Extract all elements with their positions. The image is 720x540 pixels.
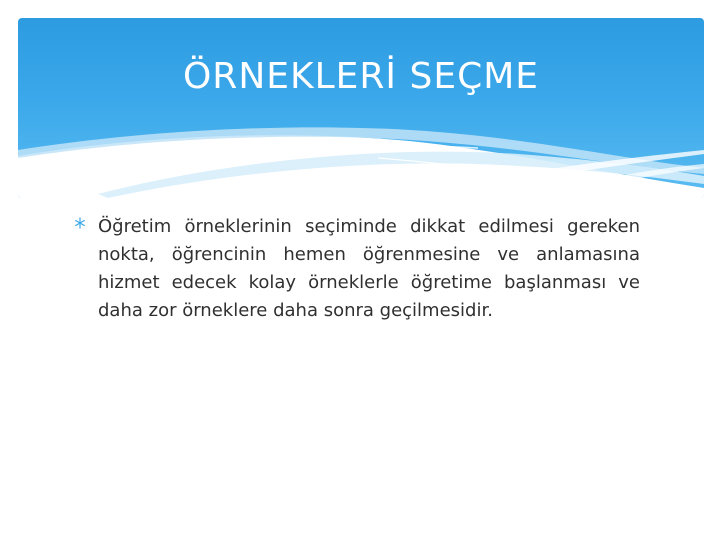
list-item: [74, 213, 640, 325]
bullet-list: [74, 213, 640, 325]
bullet-text: Öğretim örneklerinin seçiminde dikkat edilmesi gereken nokta, öğrencinin hemen öğrenmesine ve anlamasına hizmet edecek kolay örneklerle öğretime başlanması ve daha zor örneklere daha sonra geçilmesidir.: [98, 216, 640, 321]
asterisk-icon: [74, 217, 86, 229]
title-banner: [18, 18, 704, 198]
slide-title: ÖRNEKLERİ SEÇME: [182, 56, 540, 97]
wave-decoration: [18, 18, 704, 198]
